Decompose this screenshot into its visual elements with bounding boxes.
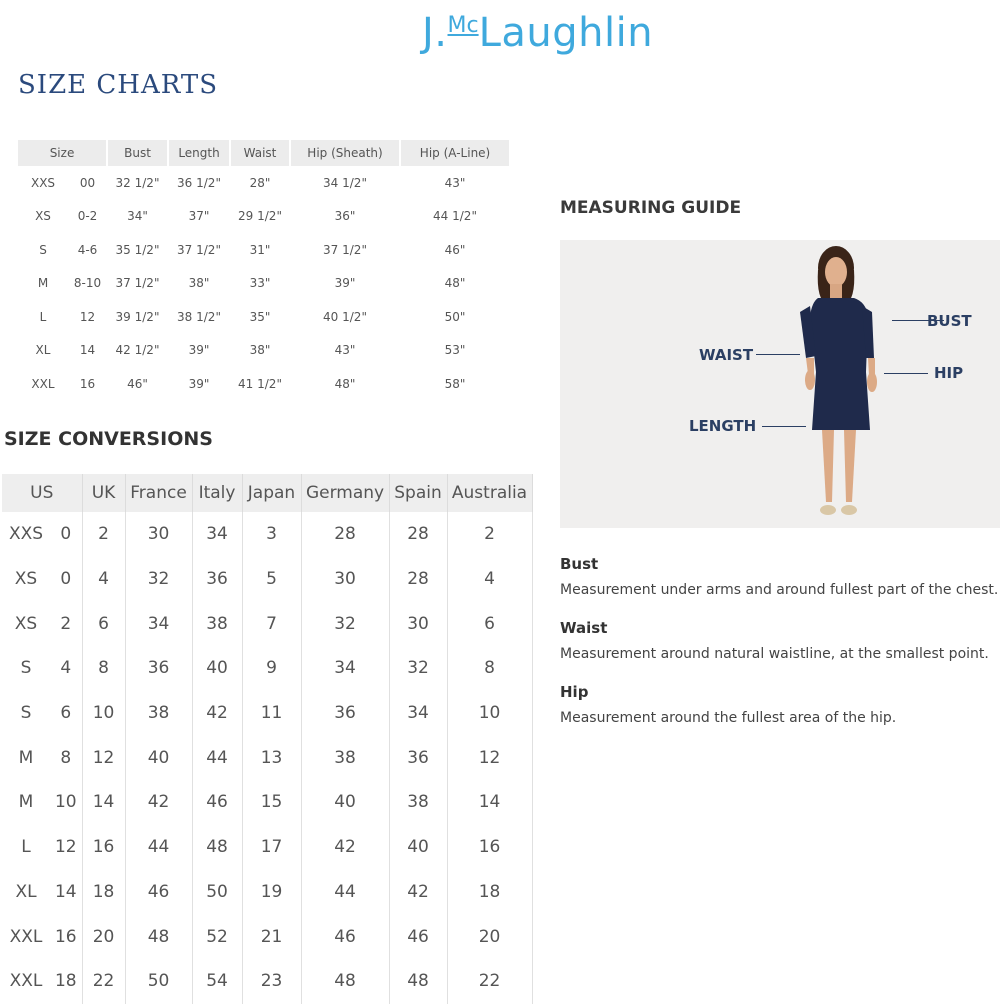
conversion-cell: 42	[301, 825, 389, 870]
size-chart-cell: 53"	[444, 343, 466, 358]
conversion-cell: XXL	[9, 926, 43, 947]
conversion-cell: 19	[242, 870, 301, 915]
conversion-cell: 14	[50, 870, 82, 915]
size-chart-cell: 46"	[127, 376, 148, 391]
conversion-header: US	[2, 474, 82, 512]
conversion-cell: 22	[82, 959, 125, 1004]
conversion-cell: M	[18, 792, 34, 813]
conversion-row	[2, 735, 532, 780]
size-chart-cell: 00	[79, 175, 96, 190]
conversion-cell: 10	[50, 780, 82, 825]
conversion-cell: 2	[82, 512, 125, 557]
size-chart-cell: 58"	[444, 376, 466, 391]
size-chart-cell: XXS	[30, 175, 56, 190]
conversion-cell: 30	[125, 512, 192, 557]
conversion-cell: 34	[301, 646, 389, 691]
size-chart-cell: 37 1/2"	[115, 276, 160, 291]
size-chart-row	[18, 300, 510, 334]
size-chart-cell: 34"	[127, 209, 148, 224]
bust-label: BUST	[927, 312, 972, 330]
conversion-cell: 18	[82, 870, 125, 915]
conversion-cell: 46	[301, 914, 389, 959]
size-chart-cell: 0-2	[77, 209, 98, 224]
conversion-cell: 0	[50, 557, 82, 602]
conversion-cell: 6	[447, 601, 532, 646]
conversion-header: Italy	[192, 474, 242, 512]
conversion-cell: S	[20, 658, 32, 679]
conversion-cell: 32	[301, 601, 389, 646]
size-chart-cell: 12	[79, 309, 96, 324]
size-chart-header: Hip (A-Line)	[400, 140, 510, 166]
size-chart-cell: 48"	[334, 376, 356, 391]
size-chart-cell: 39"	[334, 276, 356, 291]
size-chart-row	[18, 233, 510, 267]
size-chart-cell: L	[39, 309, 47, 324]
conversion-cell: 11	[242, 691, 301, 736]
waist-label: WAIST	[699, 346, 754, 364]
conversion-cell: 20	[82, 914, 125, 959]
measuring-guide-title: MEASURING GUIDE	[560, 198, 742, 218]
size-chart-cell: XXL	[31, 376, 55, 391]
size-chart-cell: 44 1/2"	[433, 209, 477, 224]
conversion-cell: 38	[389, 780, 447, 825]
conversion-header: Spain	[389, 474, 447, 512]
conversion-cell: L	[21, 837, 31, 858]
conversion-cell: XS	[14, 613, 38, 634]
conversion-cell: 54	[192, 959, 242, 1004]
conversion-cell: 48	[192, 825, 242, 870]
size-chart-cell: 14	[79, 343, 96, 358]
size-chart-cell: 42 1/2"	[115, 343, 160, 358]
conversion-cell: 17	[242, 825, 301, 870]
conversion-cell: 16	[50, 914, 82, 959]
size-chart-table	[18, 140, 511, 401]
conversion-cell: 30	[301, 557, 389, 602]
conversion-cell: 30	[389, 601, 447, 646]
conversion-cell: 20	[447, 914, 532, 959]
conversion-cell: XL	[15, 881, 37, 902]
conversion-cell: 12	[82, 735, 125, 780]
conversion-cell: 4	[447, 557, 532, 602]
conversion-cell: 48	[301, 959, 389, 1004]
waist-description: Measurement around natural waistline, at the smallest point.	[560, 646, 989, 662]
size-chart-cell: 29 1/2"	[238, 209, 282, 224]
conversion-cell: XS	[14, 569, 38, 590]
size-chart-cell: 37"	[188, 209, 210, 224]
conversion-cell: 4	[82, 557, 125, 602]
size-chart-cell: 43"	[444, 175, 466, 190]
model-illustration	[560, 240, 1000, 528]
size-chart-cell: 8-10	[73, 276, 102, 291]
conversion-cell: 18	[447, 870, 532, 915]
size-chart-cell: 33"	[249, 276, 271, 291]
conversion-cell: 36	[192, 557, 242, 602]
conversion-cell: 16	[82, 825, 125, 870]
conversion-cell: 46	[125, 870, 192, 915]
size-chart-header: Hip (Sheath)	[290, 140, 400, 166]
waist-term: Waist	[560, 619, 608, 637]
size-chart-cell: 37 1/2"	[177, 242, 221, 257]
length-label: LENGTH	[689, 417, 757, 435]
size-chart-cell: 50"	[444, 309, 466, 324]
conversion-cell: 28	[389, 557, 447, 602]
size-chart-cell: 40 1/2"	[323, 309, 367, 324]
size-chart-cell: 41 1/2"	[238, 376, 282, 391]
conversion-row	[2, 512, 532, 557]
size-chart-row	[18, 367, 510, 401]
conversion-cell: 34	[389, 691, 447, 736]
conversion-header: France	[125, 474, 192, 512]
size-chart-row	[18, 334, 510, 368]
conversion-cell: 40	[192, 646, 242, 691]
page-title: SIZE CHARTS	[18, 70, 219, 100]
conversion-header: Japan	[242, 474, 301, 512]
conversion-cell: S	[20, 703, 32, 724]
conversion-cell: 6	[50, 691, 82, 736]
conversion-cell: 10	[82, 691, 125, 736]
measuring-guide-photo	[560, 240, 1000, 528]
hip-label: HIP	[934, 364, 964, 382]
conversion-row	[2, 825, 532, 870]
conversion-cell: 8	[82, 646, 125, 691]
conversion-cell: 23	[242, 959, 301, 1004]
conversion-cell: 0	[50, 512, 82, 557]
size-chart-cell: 39 1/2"	[115, 309, 160, 324]
conversion-cell: 38	[125, 691, 192, 736]
conversion-cell: XXS	[8, 524, 44, 545]
size-chart-cell: M	[37, 276, 49, 291]
conversion-cell: 14	[447, 780, 532, 825]
conversion-cell: XXL	[9, 971, 43, 992]
conversion-cell: 15	[242, 780, 301, 825]
size-chart-cell: 36 1/2"	[177, 175, 221, 190]
conversion-cell: 42	[192, 691, 242, 736]
conversion-row	[2, 870, 532, 915]
hip-term: Hip	[560, 683, 589, 701]
size-chart-cell: 43"	[334, 343, 356, 358]
conversion-cell: 8	[50, 735, 82, 780]
conversion-cell: 6	[82, 601, 125, 646]
conversion-cell: 52	[192, 914, 242, 959]
size-chart-row	[18, 200, 510, 234]
hip-description: Measurement around the fullest area of the hip.	[560, 710, 897, 726]
conversion-cell: 12	[447, 735, 532, 780]
bust-term: Bust	[560, 555, 599, 573]
conversion-cell: 40	[389, 825, 447, 870]
conversion-cell: 2	[50, 601, 82, 646]
size-chart-cell: XS	[35, 209, 51, 224]
conversion-cell: 2	[447, 512, 532, 557]
conversion-row	[2, 557, 532, 602]
conversion-cell: 48	[389, 959, 447, 1004]
size-chart-row	[18, 166, 510, 200]
size-chart-cell: 32 1/2"	[115, 175, 160, 190]
conversion-cell: 3	[242, 512, 301, 557]
size-chart-cell: 35 1/2"	[115, 242, 160, 257]
conversion-header: Australia	[447, 474, 532, 512]
size-chart-cell: 39"	[188, 343, 210, 358]
conversion-row	[2, 646, 532, 691]
size-chart-cell: 38 1/2"	[177, 309, 221, 324]
conversion-cell: 42	[125, 780, 192, 825]
conversion-row	[2, 780, 532, 825]
conversion-cell: 34	[125, 601, 192, 646]
size-chart-cell: 39"	[188, 376, 210, 391]
size-chart-cell: 34 1/2"	[323, 175, 367, 190]
conversion-cell: 44	[125, 825, 192, 870]
conversion-cell: 36	[301, 691, 389, 736]
conversion-cell: 28	[389, 512, 447, 557]
size-chart-cell: 37 1/2"	[323, 242, 367, 257]
size-chart-header: Bust	[107, 140, 168, 166]
conversion-cell: 4	[50, 646, 82, 691]
size-chart-cell: 28"	[249, 175, 271, 190]
conversion-cell: 38	[301, 735, 389, 780]
conversion-cell: 10	[447, 691, 532, 736]
conversion-cell: 7	[242, 601, 301, 646]
conversion-cell: 13	[242, 735, 301, 780]
conversion-cell: 40	[125, 735, 192, 780]
conversion-row	[2, 691, 532, 736]
conversion-header: Germany	[301, 474, 389, 512]
conversion-cell: 28	[301, 512, 389, 557]
conversion-cell: 48	[125, 914, 192, 959]
conversion-header: UK	[82, 474, 125, 512]
conversion-cell: 50	[125, 959, 192, 1004]
conversion-row	[2, 914, 532, 959]
conversion-cell: 46	[389, 914, 447, 959]
bust-description: Measurement under arms and around fullest part of the chest.	[560, 582, 999, 598]
conversion-cell: 36	[125, 646, 192, 691]
size-conversion-table	[2, 474, 533, 1004]
size-chart-header: Waist	[230, 140, 290, 166]
conversion-cell: 40	[301, 780, 389, 825]
conversion-cell: 36	[389, 735, 447, 780]
size-chart-cell: XL	[35, 343, 51, 358]
conversion-cell: 5	[242, 557, 301, 602]
size-chart-cell: 35"	[249, 309, 271, 324]
conversion-cell: 22	[447, 959, 532, 1004]
conversion-cell: 14	[82, 780, 125, 825]
conversion-cell: 44	[192, 735, 242, 780]
brand-logo: J.$^{Mc}$Laughlin	[422, 10, 654, 56]
conversion-cell: 42	[389, 870, 447, 915]
conversion-cell: 34	[192, 512, 242, 557]
conversion-cell: 32	[389, 646, 447, 691]
conversion-row	[2, 601, 532, 646]
conversion-row	[2, 959, 532, 1004]
conversion-cell: 21	[242, 914, 301, 959]
size-chart-header: Size	[18, 140, 107, 166]
size-chart-cell: 36"	[334, 209, 356, 224]
size-chart-cell: 38"	[188, 276, 210, 291]
conversion-cell: M	[18, 747, 34, 768]
conversion-cell: 8	[447, 646, 532, 691]
size-chart-cell: 48"	[444, 276, 466, 291]
conversion-cell: 16	[447, 825, 532, 870]
conversion-cell: 9	[242, 646, 301, 691]
conversion-cell: 44	[301, 870, 389, 915]
conversion-cell: 38	[192, 601, 242, 646]
size-chart-cell: 46"	[444, 242, 466, 257]
size-chart-cell: 4-6	[77, 242, 98, 257]
size-chart-header: Length	[168, 140, 230, 166]
size-chart-row	[18, 267, 510, 301]
conversion-cell: 12	[50, 825, 82, 870]
size-chart-cell: 38"	[249, 343, 271, 358]
size-chart-cell: 31"	[249, 242, 271, 257]
size-conversions-title: SIZE CONVERSIONS	[4, 428, 213, 450]
size-chart-cell: S	[39, 242, 47, 257]
conversion-cell: 32	[125, 557, 192, 602]
size-chart-cell: 16	[79, 376, 96, 391]
conversion-cell: 18	[50, 959, 82, 1004]
conversion-cell: 50	[192, 870, 242, 915]
conversion-cell: 46	[192, 780, 242, 825]
